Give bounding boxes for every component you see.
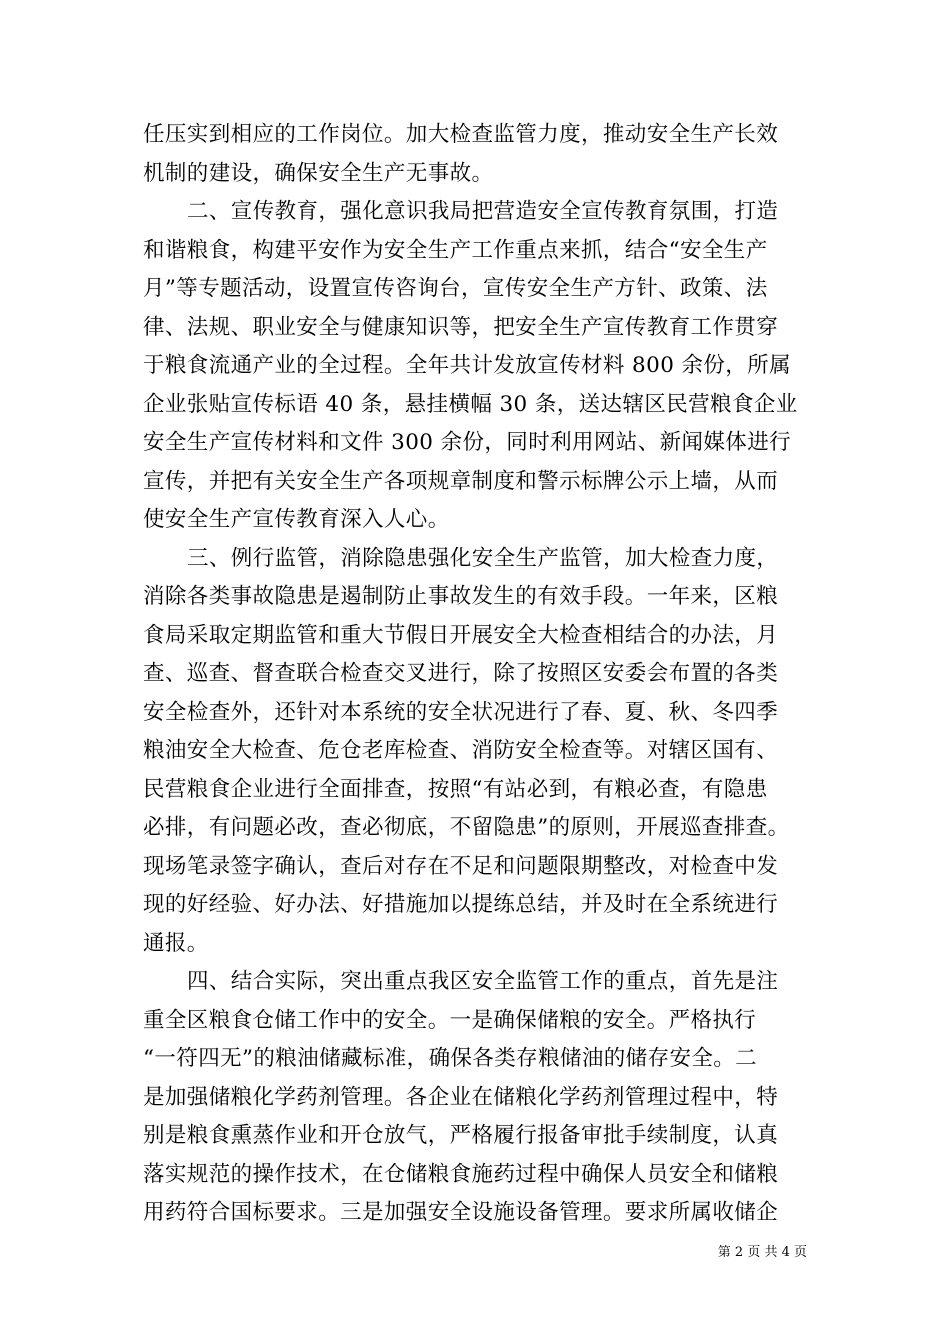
text-line: 是加强储粮化学药剂管理。各企业在储粮化学药剂管理过程中，特	[143, 1084, 779, 1110]
paragraph-start-line: 三、例行监管，消除隐患强化安全生产监管，加大检查力度，	[187, 545, 779, 571]
text-line: 现场笔录签字确认，查后对存在不足和问题限期整改，对检查中发	[143, 853, 779, 879]
text-line: 于粮食流通产业的全过程。全年共计发放宣传材料 800 余份，所属	[143, 353, 792, 378]
text-line: 月”等专题活动，设置宣传咨询台，宣传安全生产方针、政策、法	[143, 276, 768, 301]
page-number: 第 2 页 共 4 页	[717, 1245, 807, 1260]
paragraph-start-line: 二、宣传教育，强化意识我局把营造安全宣传教育氛围，打造	[187, 199, 779, 224]
paragraph-start-line: 四、结合实际，突出重点我区安全监管工作的重点，首先是注	[187, 969, 779, 994]
text-line: 落实规范的操作技术，在仓储粮食施药过程中确保人员安全和储粮	[143, 1161, 779, 1187]
text-line: “一符四无”的粮油储藏标准，确保各类存粮储油的储存安全。二	[143, 1046, 758, 1071]
text-line: 任压实到相应的工作岗位。加大检查监管力度，推动安全生产长效	[143, 122, 779, 147]
text-line: 消除各类事故隐患是遏制防止事故发生的有效手段。一年来，区粮	[143, 584, 779, 609]
text-line: 别是粮食熏蒸作业和开仓放气，严格履行报备审批手续制度，认真	[143, 1123, 779, 1148]
text-line: 宣传，并把有关安全生产各项规章制度和警示标牌公示上墙，从而	[143, 468, 779, 494]
text-line: 通报。	[143, 930, 209, 956]
text-line: 使安全生产宣传教育深入人心。	[143, 507, 450, 532]
text-line: 企业张贴宣传标语 40 条，悬挂横幅 30 条，送达辖区民营粮食企业	[143, 391, 798, 417]
text-line: 食局采取定期监管和重大节假日开展安全大检查相结合的办法，月	[143, 622, 779, 648]
text-line: 机制的建设，确保安全生产无事故。	[143, 160, 494, 186]
text-line: 粮油安全大检查、危仓老库检查、消防安全检查等。对辖区国有、	[143, 738, 779, 763]
text-line: 现的好经验、好办法、好措施加以提练总结，并及时在全系统进行	[143, 892, 779, 917]
text-line: 用药符合国标要求。三是加强安全设施设备管理。要求所属收储企	[143, 1200, 779, 1225]
text-line: 必排，有问题必改，查必彻底，不留隐患”的原则，开展巡查排查。	[143, 815, 790, 840]
text-line: 安全检查外，还针对本系统的安全状况进行了春、夏、秋、冬四季	[143, 699, 779, 725]
text-line: 和谐粮食，构建平安作为安全生产工作重点来抓，结合“安全生产	[143, 237, 768, 263]
text-line: 律、法规、职业安全与健康知识等，把安全生产宣传教育工作贯穿	[143, 314, 779, 340]
text-line: 安全生产宣传材料和文件 300 余份，同时利用网站、新闻媒体进行	[143, 430, 792, 455]
body-text	[143, 116, 815, 1233]
text-line: 民营粮食企业进行全面排查，按照“有站必到，有粮必查，有隐患	[143, 776, 768, 802]
text-line: 查、巡查、督查联合检查交叉进行，除了按照区安委会布置的各类	[143, 661, 779, 686]
text-line: 重全区粮食仓储工作中的安全。一是确保储粮的安全。严格执行	[143, 1007, 757, 1033]
